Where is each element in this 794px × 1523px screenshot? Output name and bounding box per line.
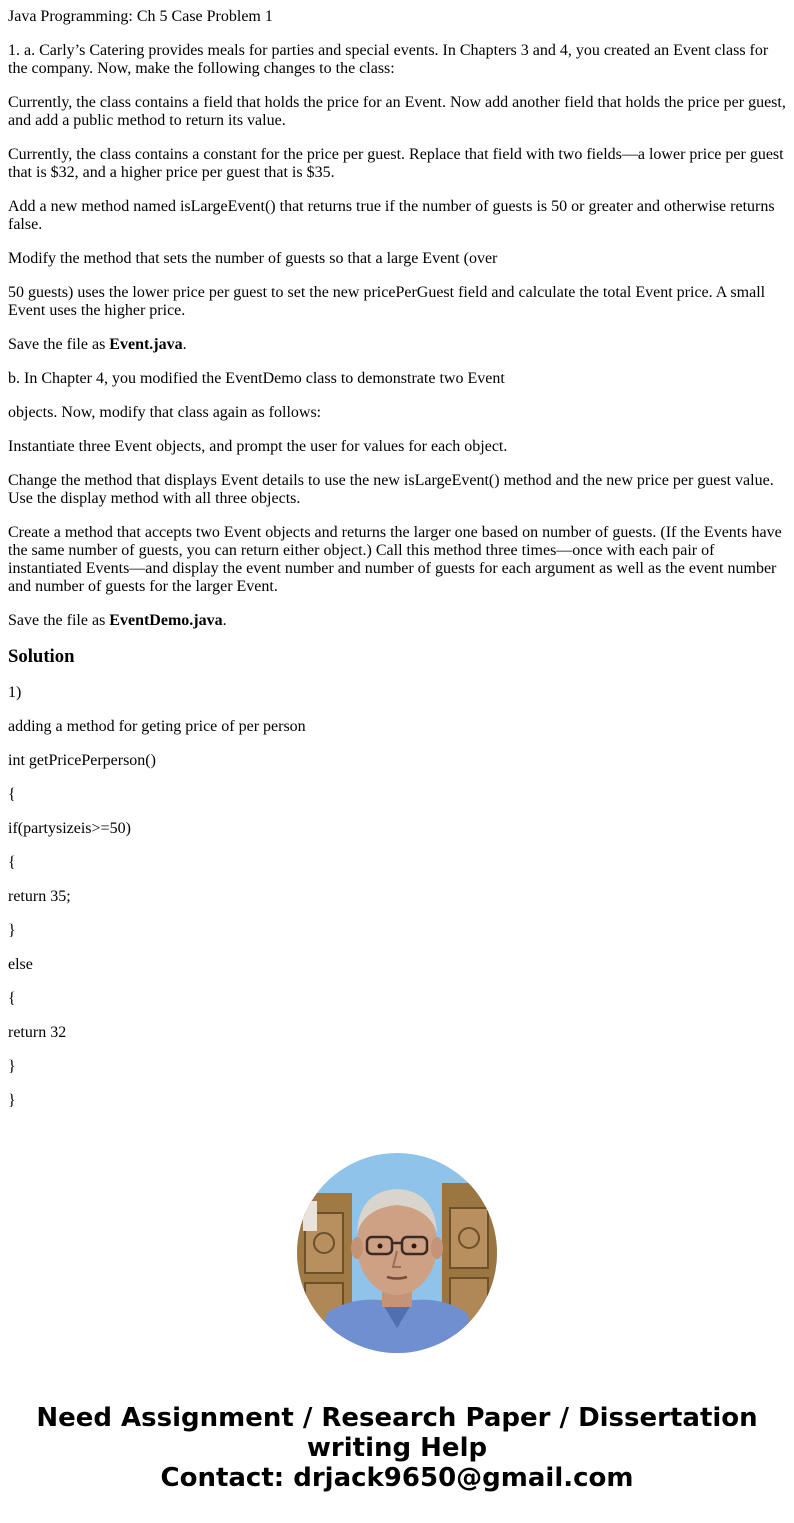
code-line: } [8, 922, 16, 939]
banner-line: Need Assignment / Research Paper / Dissertation [36, 1403, 758, 1433]
save-suffix: . [222, 612, 227, 629]
code-line: return 35; [8, 888, 71, 905]
save-filename: EventDemo.java [109, 612, 223, 629]
save-filename: Event.java [109, 336, 183, 353]
code-line: return 32 [8, 1024, 67, 1041]
code-line: } [8, 1058, 16, 1075]
code-line: int getPricePerperson() [8, 752, 156, 769]
document-body [8, 8, 788, 1126]
solution-heading: Solution [8, 646, 75, 667]
contact-banner [0, 1403, 794, 1493]
part-a-item: 50 guests) uses the lower price per guest to set the new pricePerGuest field and calculate the total Event price. A small Event uses the higher price. [8, 284, 766, 319]
part-a-save-instruction [8, 336, 788, 354]
part-a-item: Add a new method named isLargeEvent() that returns true if the number of guests is 50 or greater and otherwise returns false. [8, 198, 775, 233]
part-a-item: Modify the method that sets the number of guests so that a large Event (over [8, 250, 498, 267]
part-b-save-instruction [8, 612, 788, 630]
part-a-item: Currently, the class contains a field that holds the price for an Event. Now add another field that holds the price per guest, and add a public method to return its value. [8, 94, 786, 129]
code-line: { [8, 990, 16, 1007]
solution-line: adding a method for geting price of per person [8, 718, 306, 735]
code-line: } [8, 1092, 16, 1109]
code-line: if(partysizeis>=50) [8, 820, 131, 837]
save-suffix: . [182, 336, 187, 353]
code-line: else [8, 956, 33, 973]
save-prefix: Save the file as [8, 336, 110, 353]
save-prefix: Save the file as [8, 612, 110, 629]
code-line: { [8, 786, 16, 803]
contact-email: Contact: drjack9650@gmail.com [160, 1463, 634, 1493]
code-line: { [8, 854, 16, 871]
part-a-item: Currently, the class contains a constant for the price per guest. Replace that field with two fields—a lower price per guest that is $32, and a higher price per guest that is $35. [8, 146, 784, 181]
document-title: Java Programming: Ch 5 Case Problem 1 [8, 8, 273, 25]
author-photo [297, 1153, 497, 1353]
solution-line: 1) [8, 684, 22, 701]
banner-line: writing Help [306, 1433, 488, 1463]
part-b-intro: b. In Chapter 4, you modified the EventDemo class to demonstrate two Event [8, 370, 505, 387]
part-b-item: Instantiate three Event objects, and prompt the user for values for each object. [8, 438, 508, 455]
part-b-intro: objects. Now, modify that class again as follows: [8, 404, 322, 421]
part-a-intro: 1. a. Carly’s Catering provides meals for parties and special events. In Chapters 3 and 4, you created an Event class for the company. Now, make the following changes to the class: [8, 42, 769, 77]
part-b-item: Create a method that accepts two Event objects and returns the larger one based on number of guests. (If the Events have the same number of guests, you can return either object.) Call this method three times—once with each pair of instantiated Events—and display the event number and number of guests for each argument as well as the event number and number of guests for the larger Event. [8, 524, 782, 595]
part-b-item: Change the method that displays Event details to use the new isLargeEvent() method and the new price per guest value. Use the display method with all three objects. [8, 472, 774, 507]
